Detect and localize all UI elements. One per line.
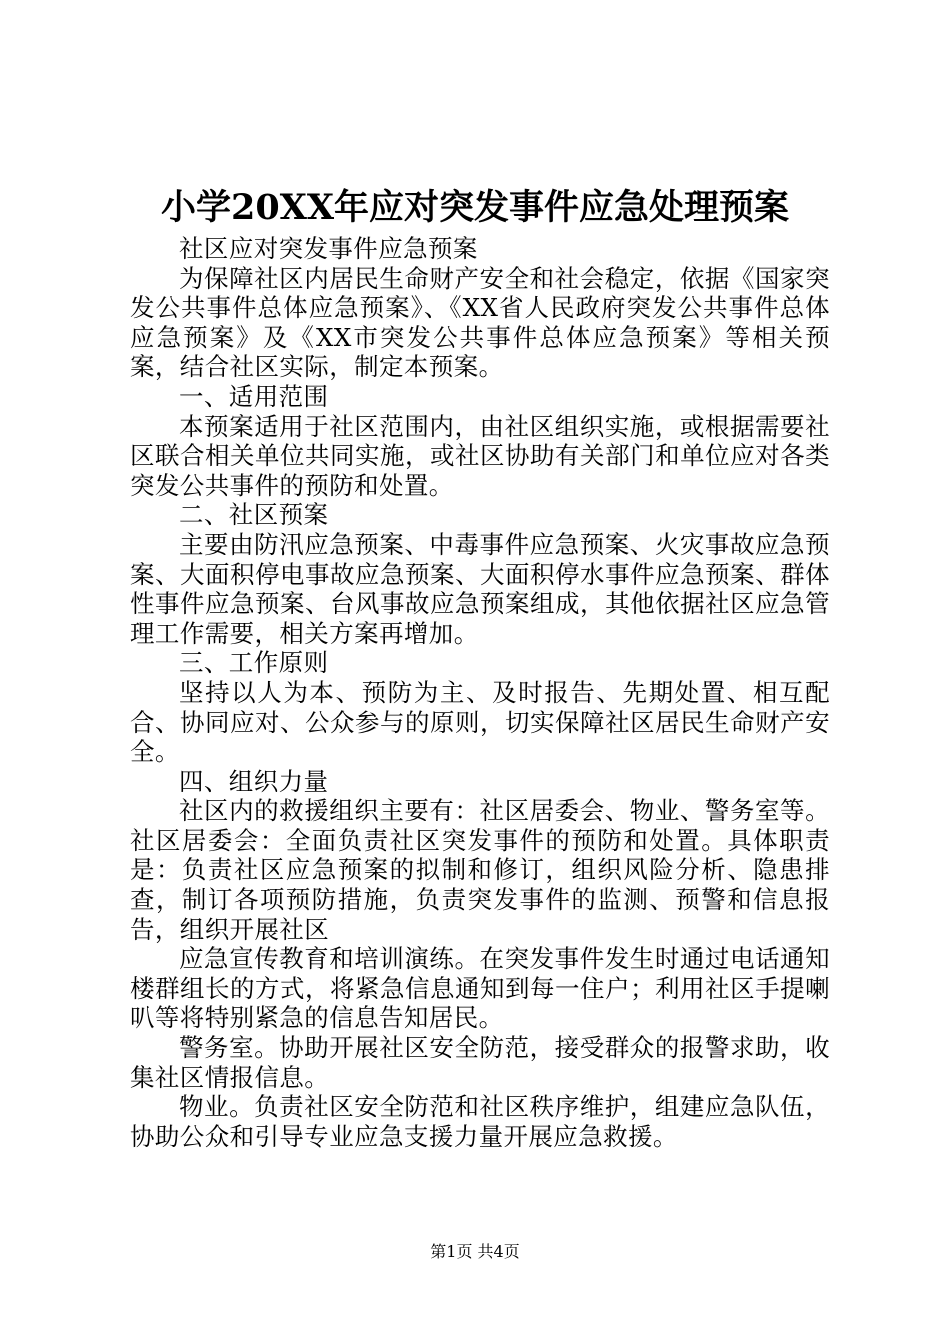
paragraph-organization: 社区内的救援组织主要有：社区居委会、物业、警务室等。社区居委会：全面负责社区突发事件的预防和处置。具体职责是：负责社区应急预案的拟制和修订，组织风险分析、隐患排查，制订各项预防措施，负责突发事件的监测、预警和信息报告，组织开展社区 xyxy=(130,796,830,944)
paragraph-emergency-education: 应急宣传教育和培训演练。在突发事件发生时通过电话通知楼群组长的方式，将紧急信息通知到每一住户；利用社区手提喇叭等将特别紧急的信息告知居民。 xyxy=(130,944,830,1033)
paragraph-plans: 主要由防汛应急预案、中毒事件应急预案、火灾事故应急预案、大面积停电事故应急预案、大面积停水事件应急预案、群体性事件应急预案、台风事故应急预案组成，其他依据社区应急管理工作需要，相关方案再增加。 xyxy=(130,529,830,648)
page-footer: 第1页 共4页 xyxy=(430,1242,520,1261)
paragraph-property: 物业。负责社区安全防范和社区秩序维护，组建应急队伍，协助公众和引导专业应急支援力量开展应急救援。 xyxy=(130,1092,830,1151)
paragraph-subtitle: 社区应对突发事件应急预案 xyxy=(179,234,478,263)
section-heading-scope: 一、适用范围 xyxy=(179,381,329,411)
paragraph-intro: 为保障社区内居民生命财产安全和社会稳定，依据《国家突发公共事件总体应急预案》、《XX省人民政府突发公共事件总体应急预案》及《XX市突发公共事件总体应急预案》等相关预案，结合社区实际，制定本预案。 xyxy=(130,263,830,382)
document-title: 小学20XX年应对突发事件应急处理预案 xyxy=(160,187,790,228)
section-heading-principles: 三、工作原则 xyxy=(179,648,329,678)
section-heading-organization: 四、组织力量 xyxy=(179,766,329,796)
paragraph-scope: 本预案适用于社区范围内，由社区组织实施，或根据需要社区联合相关单位共同实施，或社区协助有关部门和单位应对各类突发公共事件的预防和处置。 xyxy=(130,411,830,500)
paragraph-principles: 坚持以人为本、预防为主、及时报告、先期处置、相互配合、协同应对、公众参与的原则，切实保障社区居民生命财产安全。 xyxy=(130,677,830,767)
section-heading-plans: 二、社区预案 xyxy=(179,500,329,530)
document-body xyxy=(130,234,830,1151)
paragraph-police-office: 警务室。协助开展社区安全防范，接受群众的报警求助，收集社区情报信息。 xyxy=(130,1033,830,1092)
